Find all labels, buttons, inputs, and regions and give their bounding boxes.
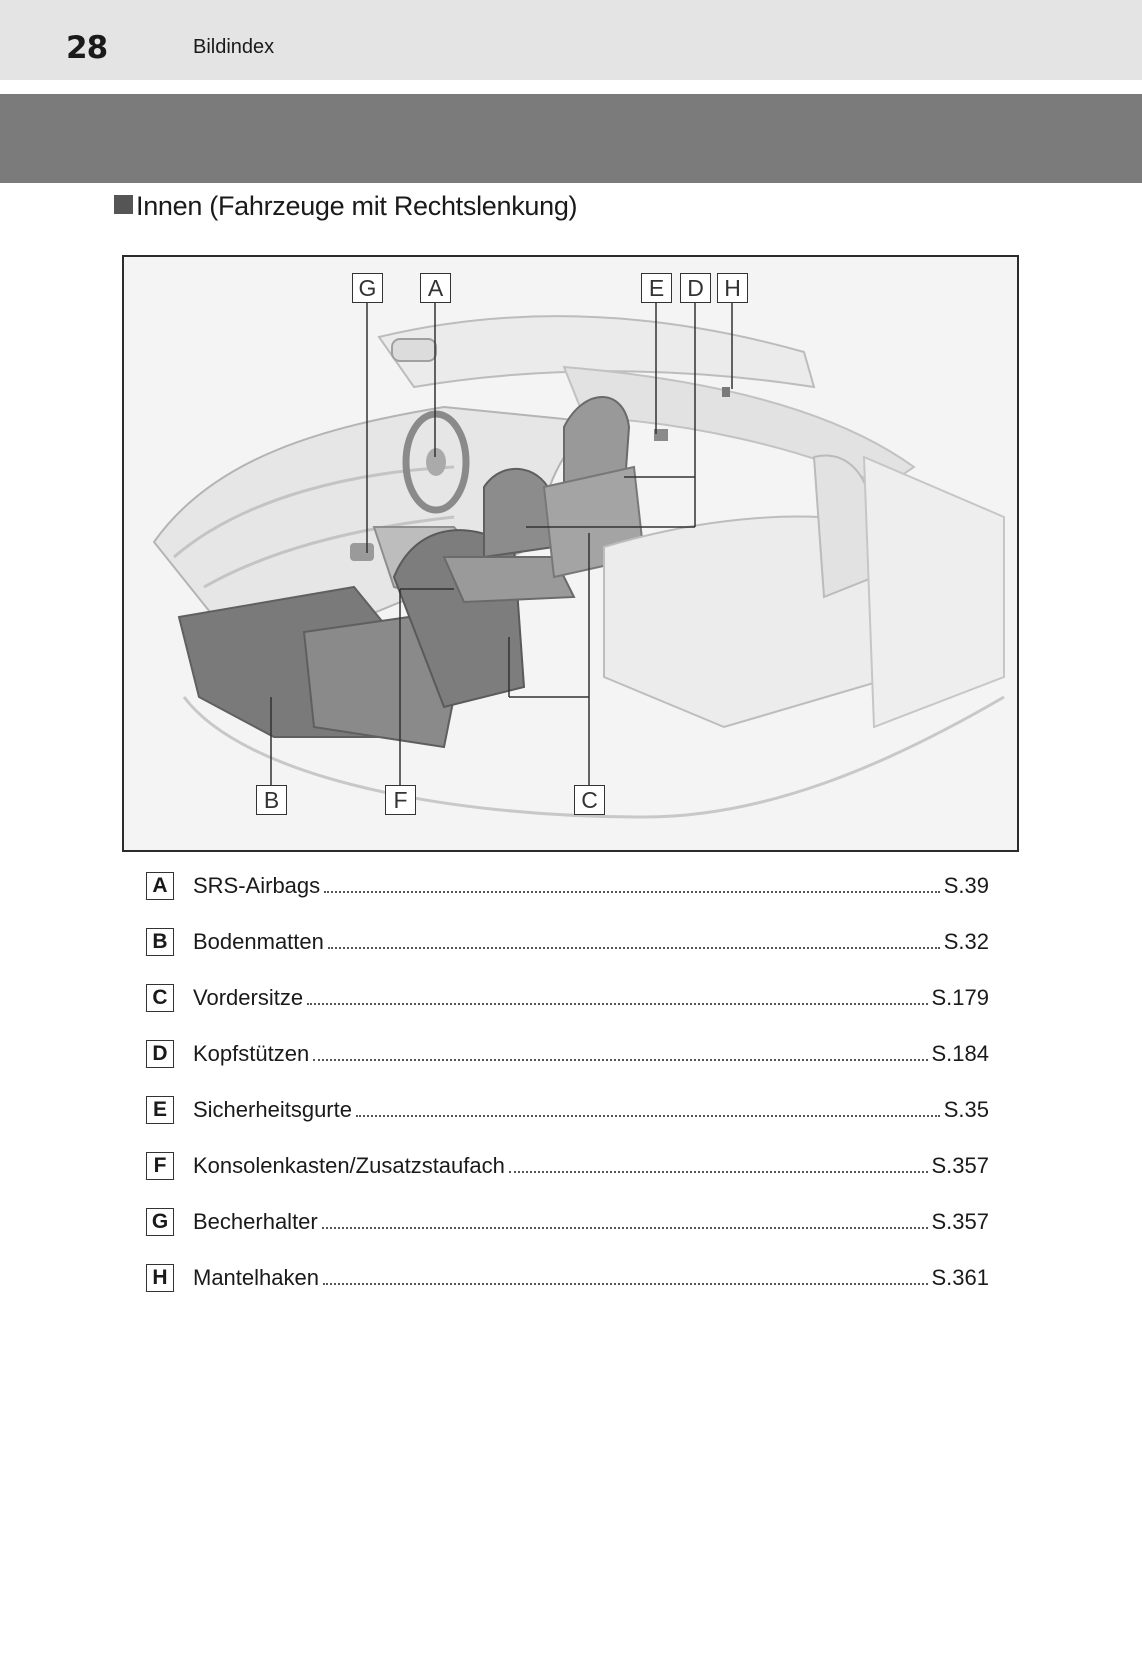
coat-hook-shape [722,387,730,397]
leader-dots [328,947,940,949]
callout-h: H [717,273,748,303]
heading-text: Innen (Fahrzeuge mit Rechtslenkung) [136,191,578,221]
legend-key: C [146,984,174,1012]
leader-dots [356,1115,940,1117]
leader-dots [307,1003,927,1005]
page-reference[interactable]: S.32 [943,929,989,954]
list-item [146,1040,989,1096]
legend-key: B [146,928,174,956]
page-reference[interactable]: S.35 [943,1097,989,1122]
legend-label: Konsolenkasten/Zusatzstaufach [193,1153,505,1178]
list-item [146,1152,989,1208]
legend-key: G [146,1208,174,1236]
page-number: 28 [66,30,108,66]
list-item [146,928,989,984]
legend-label: Mantelhaken [193,1265,319,1290]
heading-square-icon [114,195,133,214]
legend-key: D [146,1040,174,1068]
right-door-panel [864,457,1004,727]
callout-d: D [680,273,711,303]
callout-e: E [641,273,672,303]
callout-f: F [385,785,416,815]
leader-dots [313,1059,927,1061]
page-reference[interactable]: S.357 [931,1209,989,1234]
page-reference[interactable]: S.39 [943,873,989,898]
legend-key: H [146,1264,174,1292]
leader-dots [509,1171,928,1173]
legend-label: SRS-Airbags [193,873,321,898]
cup-holder-shape [350,543,374,561]
list-item [146,1208,989,1264]
callout-b: B [256,785,287,815]
legend-label: Bodenmatten [193,929,324,954]
callout-g: G [352,273,383,303]
page-reference[interactable]: S.357 [931,1153,989,1178]
car-interior-drawing [124,257,1017,850]
legend-label: Becherhalter [193,1209,318,1234]
list-item [146,872,989,928]
section-title: Bildindex [193,36,275,58]
page-reference[interactable]: S.361 [931,1265,989,1290]
legend-list [146,872,989,1320]
list-item [146,984,989,1040]
list-item [146,1264,989,1320]
chapter-band [0,94,1142,183]
legend-label: Sicherheitsgurte [193,1097,352,1122]
legend-key: E [146,1096,174,1124]
callout-c: C [574,785,605,815]
legend-key: F [146,1152,174,1180]
leader-dots [323,1283,928,1285]
leader-dots [322,1227,928,1229]
list-item [146,1096,989,1152]
rearview-mirror [392,339,436,361]
page-reference[interactable]: S.179 [931,985,989,1010]
legend-label: Vordersitze [193,985,304,1010]
interior-illustration [122,255,1019,852]
heading [114,191,577,222]
driver-headrest [484,469,554,557]
page-reference[interactable]: S.184 [931,1041,989,1066]
leader-dots [324,891,940,893]
legend-key: A [146,872,174,900]
callout-a: A [420,273,451,303]
legend-label: Kopfstützen [193,1041,310,1066]
page-header [0,0,1142,80]
steering-hub [426,448,446,476]
